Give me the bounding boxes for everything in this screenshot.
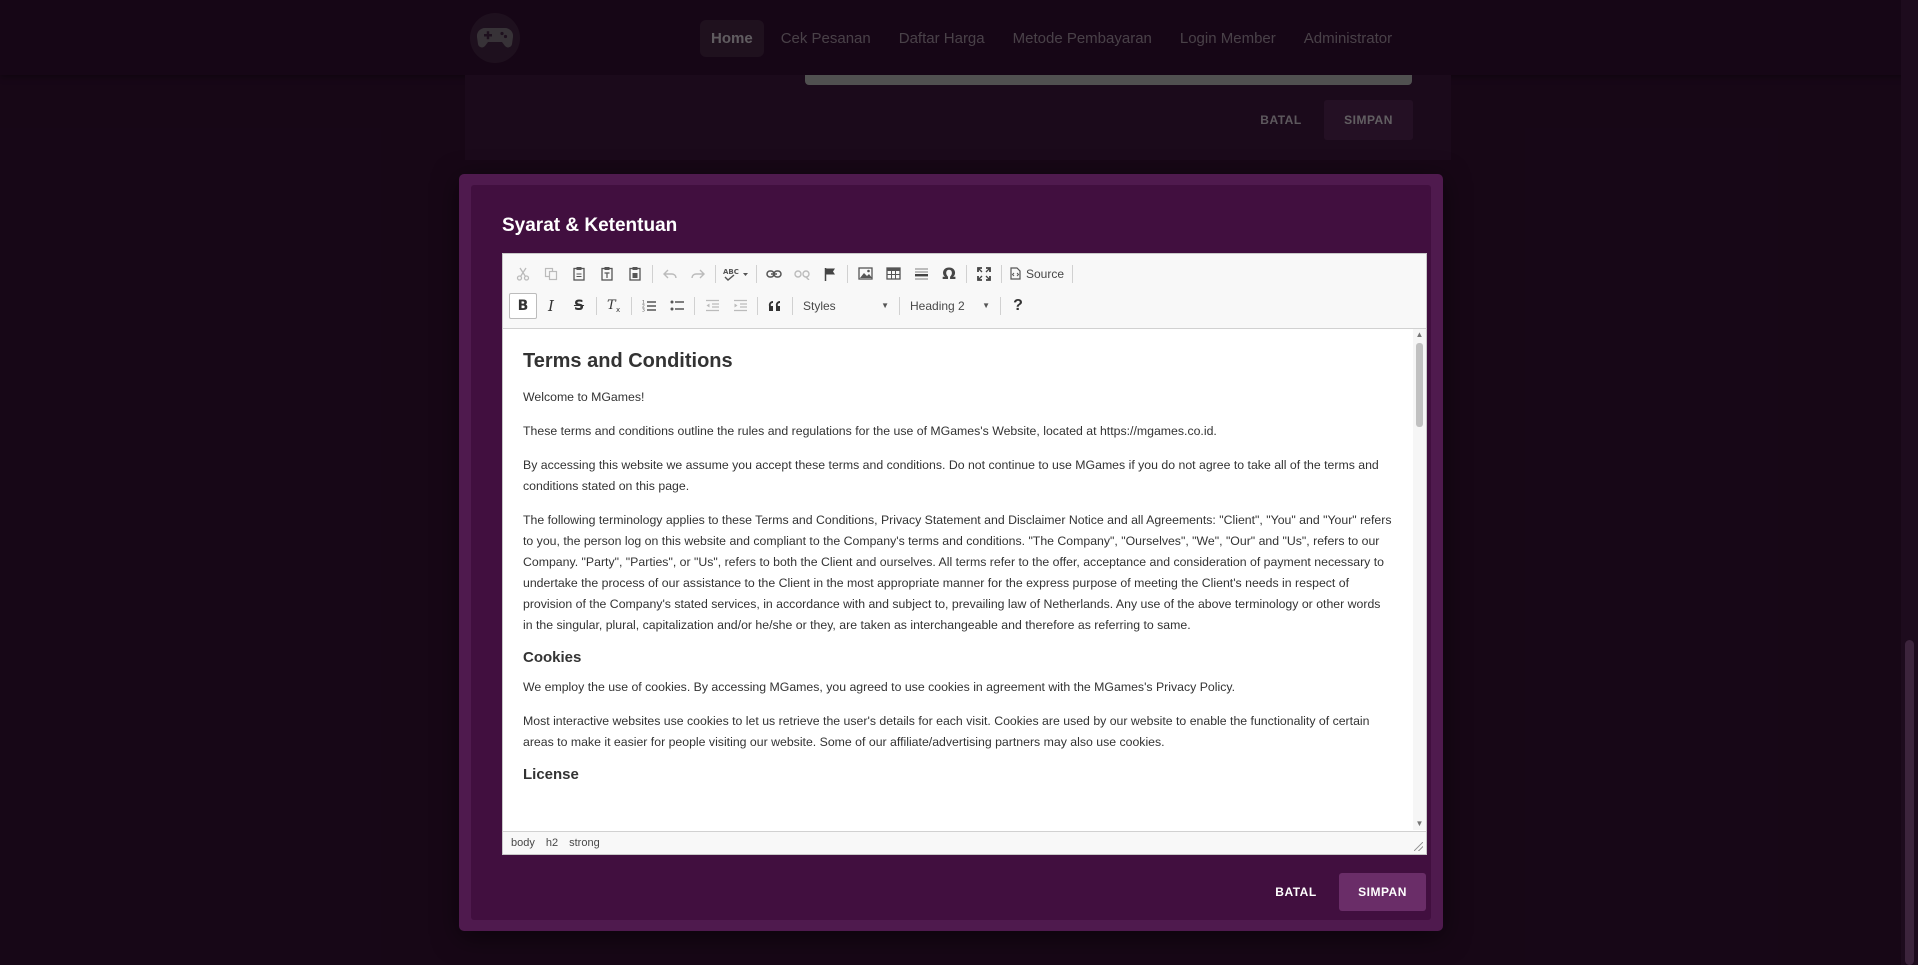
toolbar-separator: [1001, 265, 1002, 283]
scroll-down-icon[interactable]: ▼: [1415, 819, 1424, 828]
toolbar-separator: [1072, 265, 1073, 283]
remove-format-icon[interactable]: [600, 293, 628, 319]
element-path-bar: [503, 831, 1426, 854]
editor-scrollbar[interactable]: [1413, 329, 1426, 830]
license-heading: License: [523, 766, 579, 783]
modal-title: Syarat & Ketentuan: [502, 215, 678, 236]
paragraph-accessing: By accessing this website we assume you accept these terms and conditions. Do not continue to use MGames if you do not agree to take all of the terms and conditions stated on this page.: [523, 458, 1379, 493]
paste-icon[interactable]: [565, 261, 593, 287]
toolbar-separator: [694, 297, 695, 315]
svg-text:ABC: ABC: [723, 267, 739, 276]
editor-toolbar: [503, 254, 1426, 329]
help-icon[interactable]: ?: [1013, 296, 1023, 314]
paragraph-cookies-1: We employ the use of cookies. By accessing MGames, you agreed to use cookies in agreement with the MGames's Privacy Policy.: [523, 680, 1236, 694]
source-label: Source: [1026, 266, 1065, 281]
svg-text:x: x: [616, 306, 621, 313]
chevron-down-icon: ▼: [881, 301, 889, 310]
modal-body: [471, 185, 1431, 920]
horizontal-rule-icon[interactable]: [907, 261, 935, 287]
paragraph-terminology: The following terminology applies to these Terms and Conditions, Privacy Statement and Disclaimer Notice and all Agreements: "Client", "You" and "Your" refers to you, the person log on this website and compliant to the Company's terms and conditions. "The Company", "Ourselves", "We", "Our" and "Us", refers to our Company. "Party", "Parties", or "Us", refers to both the Client and ourselves. All terms refer to the offer, acceptance and consideration of payment necessary to undertake the process of our assistance to the Client in the most appropriate manner for the express purpose of meeting the Client's needs in respect of provision of the Company's stated services, in accordance with and subject to, prevailing law of Netherlands. Any use of the above terminology or other words in the singular, plural, capitalization and/or he/she or they, are taken as interchangeable and therefore as referring to same.: [523, 513, 1392, 632]
strikethrough-icon[interactable]: S: [573, 297, 585, 314]
paste-word-icon[interactable]: [621, 261, 649, 287]
toolbar-separator: [966, 265, 967, 283]
spellcheck-icon[interactable]: [719, 261, 753, 287]
indent-icon[interactable]: [726, 293, 754, 319]
cancel-button[interactable]: BATAL: [1275, 885, 1317, 899]
image-icon[interactable]: [851, 261, 879, 287]
toolbar-separator: [1000, 297, 1001, 315]
special-char-icon[interactable]: Ω: [942, 264, 956, 283]
terms-modal: [459, 174, 1443, 931]
outdent-icon[interactable]: [698, 293, 726, 319]
svg-text:2: 2: [641, 304, 645, 310]
copy-icon[interactable]: [537, 261, 565, 287]
svg-text:3: 3: [641, 308, 645, 312]
toolbar-separator: [792, 297, 793, 315]
toolbar-separator: [899, 297, 900, 315]
bullet-list-icon[interactable]: [663, 293, 691, 319]
toolbar-separator: [596, 297, 597, 315]
anchor-flag-icon[interactable]: [816, 261, 844, 287]
paragraph-outline: These terms and conditions outline the rules and regulations for the use of MGames's Website, located at https://mgames.co.id.: [523, 424, 1217, 438]
redo-icon[interactable]: [684, 261, 712, 287]
link-icon[interactable]: [760, 261, 788, 287]
format-label: Heading 2: [910, 298, 965, 313]
resize-grip-icon[interactable]: [1414, 842, 1423, 851]
editor-content[interactable]: [503, 329, 1412, 830]
toolbar-row-1: [503, 257, 1426, 290]
bold-icon[interactable]: B: [509, 293, 537, 319]
toolbar-separator: [757, 297, 758, 315]
path-item-h2[interactable]: h2: [545, 837, 559, 849]
undo-icon[interactable]: [656, 261, 684, 287]
numbered-list-icon[interactable]: [635, 293, 663, 319]
source-icon: [1010, 267, 1021, 280]
save-button[interactable]: SIMPAN: [1339, 873, 1426, 911]
unlink-icon[interactable]: [788, 261, 816, 287]
rich-text-editor: [502, 253, 1427, 855]
page-scrollbar-thumb[interactable]: [1905, 640, 1914, 965]
source-button[interactable]: [1005, 261, 1069, 287]
path-item-body[interactable]: body: [511, 837, 535, 849]
paste-text-icon[interactable]: [593, 261, 621, 287]
maximize-icon[interactable]: [970, 261, 998, 287]
styles-label: Styles: [803, 298, 836, 313]
paragraph-cookies-2: Most interactive websites use cookies to let us retrieve the user's details for each visit. Cookies are used by our website to enable the functionality of certain areas to make it easier for people visiting our website. Some of our affiliate/advertising partners may also use cookies.: [523, 714, 1370, 749]
editor-document: [503, 329, 1412, 784]
path-item-strong[interactable]: strong: [569, 837, 600, 849]
italic-icon[interactable]: I: [548, 296, 554, 315]
blockquote-icon[interactable]: [761, 293, 789, 319]
svg-text:T: T: [607, 298, 616, 313]
toolbar-separator: [652, 265, 653, 283]
paragraph-welcome: Welcome to MGames!: [523, 390, 645, 404]
toolbar-separator: [631, 297, 632, 315]
chevron-down-icon: ▼: [982, 301, 990, 310]
table-icon[interactable]: [879, 261, 907, 287]
scroll-up-icon[interactable]: ▲: [1415, 330, 1424, 339]
page-scrollbar[interactable]: [1901, 0, 1918, 965]
toolbar-separator: [847, 265, 848, 283]
editor-scrollbar-thumb[interactable]: [1416, 343, 1423, 427]
svg-text:1: 1: [641, 300, 645, 306]
cookies-heading: Cookies: [523, 649, 582, 666]
document-heading: Terms and Conditions: [523, 350, 733, 372]
styles-dropdown[interactable]: [796, 293, 896, 319]
toolbar-row-2: [503, 289, 1426, 322]
toolbar-separator: [756, 265, 757, 283]
format-dropdown[interactable]: [903, 293, 997, 319]
cut-icon[interactable]: [509, 261, 537, 287]
toolbar-separator: [715, 265, 716, 283]
